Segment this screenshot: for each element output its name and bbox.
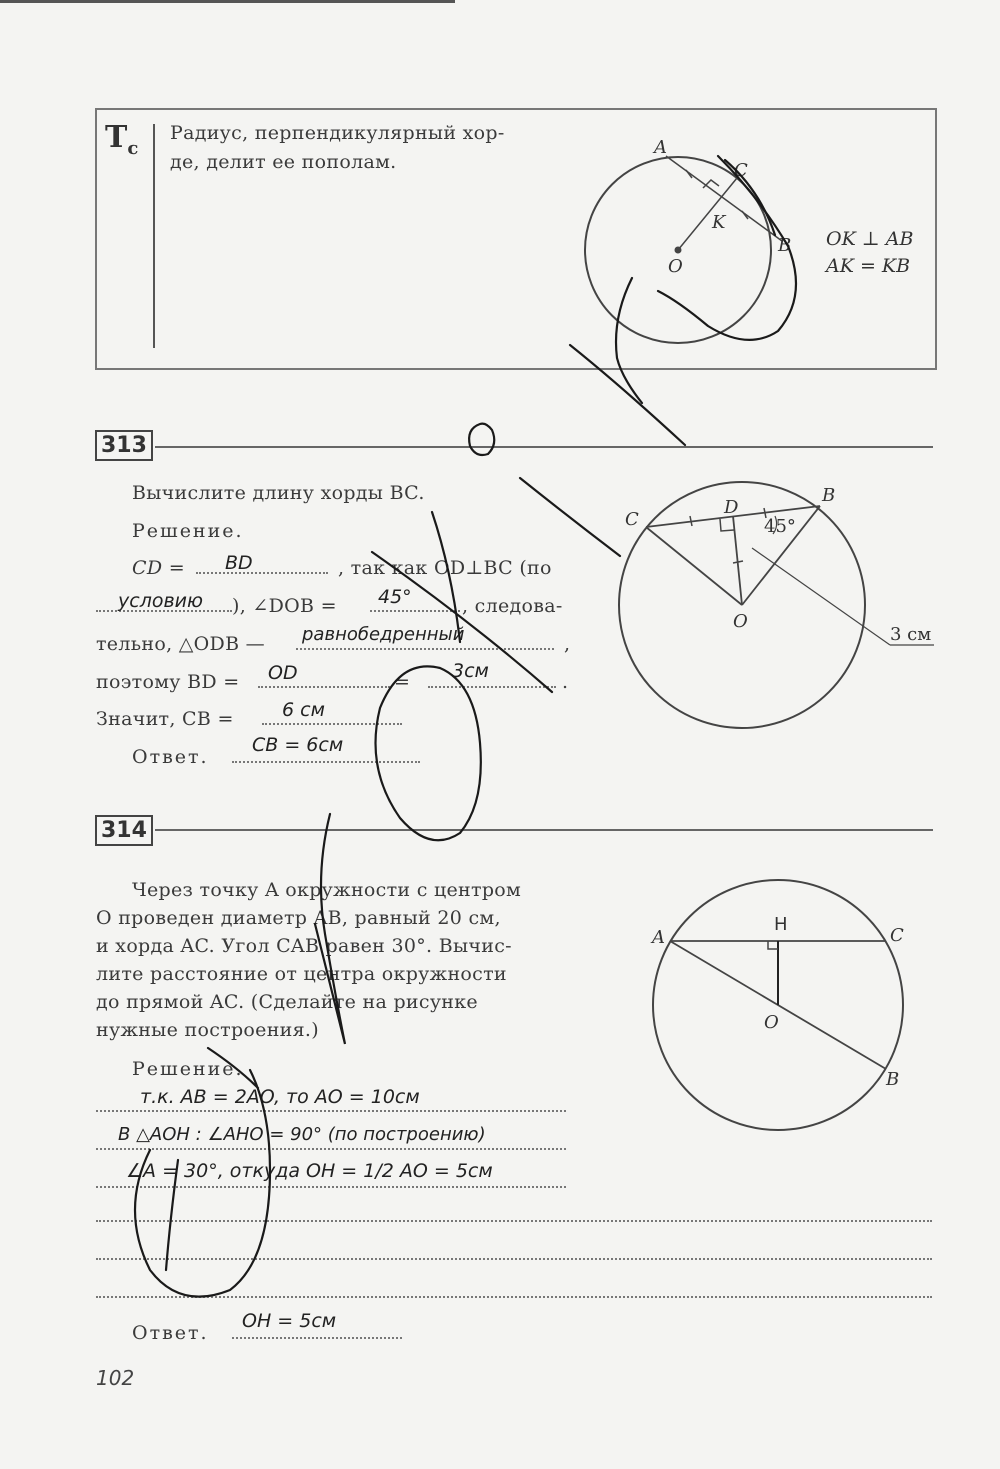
scribble-zero (469, 424, 494, 455)
theorem-label-c: C (734, 160, 748, 181)
task-314-question-5: до прямой AC. (Сделайте на рисунке (96, 991, 478, 1013)
theorem-marker: $T_c$ (105, 120, 139, 159)
theorem-label-o: O (668, 256, 683, 277)
theorem-label-k: K (712, 212, 726, 233)
scribble-cross-2 (372, 552, 552, 692)
theorem-label-a: A (654, 137, 667, 158)
task-314-handwritten-3: ∠A = 30°, откуда OH = 1/2 AO = 5см (126, 1160, 493, 1182)
scribble-diagonal-2 (520, 478, 620, 556)
task-314-answer-value: OH = 5см (242, 1310, 337, 1332)
task-313-answer-label: Ответ. (132, 746, 209, 768)
task-314-right-angle (768, 941, 778, 949)
task-313-line2-c: , следова- (462, 595, 563, 617)
task-314-label-b: B (886, 1069, 900, 1090)
task-314-label-h: H (774, 914, 788, 935)
scribble-lower-stroke (166, 1160, 178, 1270)
scribble-lower-loop (135, 1070, 270, 1297)
task-313-right-angle (720, 519, 734, 531)
task-313-line3-b: , (564, 633, 571, 655)
task-314-answer-label: Ответ. (132, 1322, 209, 1344)
scribble-curve-left (616, 278, 642, 403)
task-313-label-angle: 45° (764, 516, 796, 537)
scribble-diagonal-1 (570, 345, 685, 445)
task-313-label-c: C (625, 509, 639, 530)
task-313-line4-a: поэтому BD = (96, 671, 240, 693)
task-313-answer-cb: 6 см (282, 699, 325, 721)
task-313-radius-leader (752, 548, 890, 645)
theorem-text-line2: де, делит ее пополам. (170, 151, 397, 173)
task-313-answer-reason: условию (118, 590, 203, 612)
task-314-question-4: лите расстояние от центра окружности (96, 963, 507, 985)
pen-scribbles (135, 156, 796, 1297)
task-313-segment-oc (646, 527, 742, 605)
task-314-solution-label: Решение. (132, 1058, 244, 1080)
task-313-line1-b: , так как OD⊥BC (по (338, 557, 552, 579)
task-314-label-a: A (652, 927, 665, 948)
task-313-answer-value: CB = 6см (252, 734, 344, 756)
theorem-text-line1: Радиус, перпендикулярный хор- (170, 122, 505, 144)
task-313-label-d: D (724, 497, 739, 518)
theorem-figure (585, 156, 782, 343)
task-313-answer-bd: OD (268, 662, 298, 684)
task-313-question: Вычислите длину хорды BC. (132, 482, 425, 504)
task-313-solution-label: Решение. (132, 520, 244, 542)
scribble-cross-1 (432, 512, 460, 642)
task-313-label-o: O (733, 611, 748, 632)
task-313-line3-a: тельно, △ODB — (96, 633, 265, 655)
task-314-question-1: Через точку A окружности с центром (132, 879, 522, 901)
theorem-label-b: B (778, 235, 792, 256)
task-314-question-2: O проведен диаметр AB, равный 20 см, (96, 907, 501, 929)
theorem-center-dot (676, 248, 681, 253)
task-313-line5-a: Значит, CB = (96, 708, 234, 730)
theorem-formula-1: OK ⊥ AB (826, 228, 914, 250)
task-313-label-radius: 3 см (890, 624, 932, 645)
scribble-big-loop (376, 666, 481, 840)
task-314-question-6: нужные построения.) (96, 1019, 319, 1041)
task-313-answer-3cm: 3см (452, 660, 489, 682)
page-number: 102 (96, 1366, 135, 1390)
task-313-line4-c: . (562, 671, 569, 693)
task-314-label-c: C (890, 925, 904, 946)
scribble-long-curve (315, 814, 345, 1044)
task-313-label-b: B (822, 485, 836, 506)
task-313-answer-cd: BD (225, 552, 253, 574)
task-314-number: 314 (95, 815, 153, 846)
task-314-label-o: O (764, 1012, 779, 1033)
task-313-labels (625, 485, 931, 645)
scribble-slash (208, 1048, 258, 1088)
task-314-handwritten-2: В △AOH : ∠AHO = 90° (по построению) (118, 1124, 486, 1145)
task-314-handwritten-1: т.к. AB = 2AO, то AO = 10см (140, 1086, 420, 1108)
theorem-radius-ok (678, 178, 737, 250)
task-313-line4-b: = (394, 671, 411, 693)
task-313-line2-b: ), ∠DOB = (232, 595, 337, 617)
task-314-question-3: и хорда AC. Угол CAB равен 30°. Вычис- (96, 935, 512, 957)
task-313-segment-od (733, 516, 742, 605)
task-313-line1-a: CD = (132, 557, 185, 579)
theorem-formula-2: AK = KB (826, 255, 911, 277)
task-313-answer-angle: 45° (378, 586, 412, 608)
task-313-number: 313 (95, 430, 153, 461)
task-313-answer-triangle: равнобедренный (302, 624, 465, 645)
